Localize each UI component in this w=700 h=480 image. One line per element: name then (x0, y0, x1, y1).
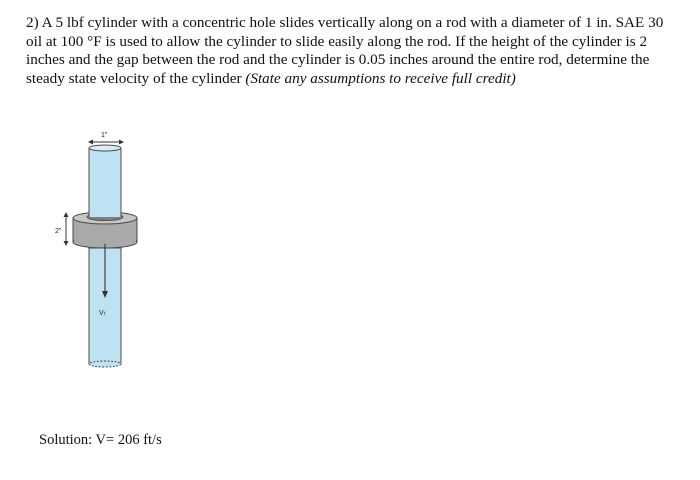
diameter-dimension (88, 132, 124, 145)
diameter-label: 1" (101, 132, 108, 139)
problem-text: 2) A 5 lbf cylinder with a concentric hole slides vertically along on a rod with a diameter of 1 in. SAE 30 oil at 100 °F is used to allow the cylinder to slide easily along the rod. If the height of the cylinder is 2 inches and the gap between the rod and the cylinder is 0.05 inches around the entire rod, determine the steady state velocity of the cylinder (26, 14, 664, 87)
rod-upper (89, 145, 121, 214)
assumption-note: (State any assumptions to receive full credit) (245, 69, 516, 87)
sliding-cylinder (73, 211, 137, 248)
height-label: 2" (55, 228, 62, 235)
height-dimension (55, 212, 69, 246)
velocity-label: Vₜ (99, 310, 106, 317)
solution-answer: Solution: V= 206 ft/s (39, 432, 162, 448)
